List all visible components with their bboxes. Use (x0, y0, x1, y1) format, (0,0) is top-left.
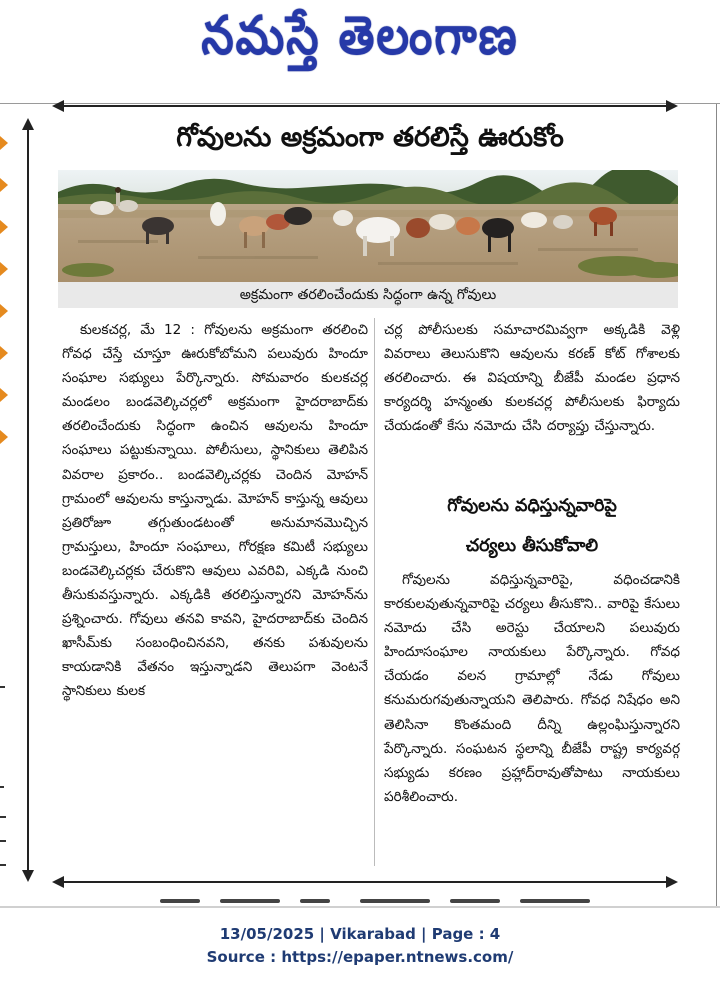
page-right-edge (716, 104, 717, 906)
article-extent-vertical-line (27, 128, 29, 872)
text-fragment (0, 816, 6, 818)
ornament-icon (0, 430, 8, 444)
article-body-right-column-top: చర్ల పోలీసులకు సమాచారమివ్వగా అక్కడికి వెళ్లి వివరాలు తెలుసుకొని ఆవులను కరణ్ కోట్ గోశాలకు తరలించారు. ఈ విషయాన్ని బీజేపీ మండల ప్రధాన కార్యదర్శి హన్మంతు కులకచర్ల పోలీసులకు ఫిర్యాదు చేయడంతో కేసు నమోదు చేసి దర్యాప్తు చేస్తున్నారు. (384, 322, 680, 435)
masthead-divider (0, 103, 720, 104)
source-link[interactable]: Source : https://epaper.ntnews.com/ (206, 948, 514, 966)
text-fragment (0, 786, 4, 788)
ornament-icon (0, 136, 8, 150)
subheadline-line-2: చర్యలు తీసుకోవాలి (465, 536, 599, 556)
ornament-icon (0, 220, 8, 234)
text-fragment (0, 840, 6, 842)
adjacent-article-fragment (0, 116, 12, 896)
text-fragment (0, 864, 6, 866)
arrow-right-icon (666, 100, 678, 112)
newspaper-logo: నమస్తే తెలంగాణ (201, 4, 519, 67)
ornament-icon (0, 346, 8, 360)
article-headline: గోవులను అక్రమంగా తరలిస్తే ఊరుకోం (176, 122, 564, 153)
footer-divider (0, 906, 720, 908)
ornament-icon (0, 178, 8, 192)
text-fragment (0, 686, 5, 688)
ornament-icon (0, 262, 8, 276)
article-extent-top-line (62, 105, 668, 107)
column-divider (374, 318, 375, 866)
ornament-icon (0, 304, 8, 318)
article-body-left-column: కులకచర్ల, మే 12 : గోవులను అక్రమంగా తరలించి గోవధ చేస్తే చూస్తూ ఊరుకోబోమని పలువురు హిందూ సంఘాల సభ్యులు పేర్కొన్నారు. సోమవారం కులకచర్ల మండలం బండవెల్కిచర్లలో అక్రమంగా హైదరాబాద్‌కు తరలించేందుకు సిద్ధంగా ఉంచిన ఆవులను హిందూ సంఘాలు పట్టుకున్నాయి. పోలీసులు, స్థానికులు తెలిపిన వివరాల ప్రకారం.. బండవెల్కిచర్లకు చెందిన మోహన్ గ్రామంలో ఆవులను కాస్తున్నాడు. మోహన్ కాస్తున్న ఆవులు ప్రతిరోజూ తగ్గుతుండటంతో అనుమానమొచ్చిన గ్రామస్తులు, హిందూ సంఘాలు, గోరక్షణ కమిటీ సభ్యులు బండవెల్కిచర్లకు చేరుకొని ఆవులు ఎవరివి, ఎక్కడి నుంచి తీసుకువస్తున్నారు. ఎక్కడికి తరలిస్తున్నారని మోహన్‌ను ప్రశ్నించారు. గోవులు తనవి కావని, హైదరాబాద్‌కు చెందిన ఖాసీమ్‌కు సంబంధించినవని, తనకు పశువులను కాయడానికి వేతనం ఇస్తున్నాడని తెలుపగా వెంటనే స్థానికులు కులక (62, 322, 368, 700)
article-extent-bottom-line (62, 881, 668, 883)
article-photo (58, 170, 678, 282)
ornament-icon (0, 388, 8, 402)
arrow-down-icon (22, 870, 34, 882)
edition-info: 13/05/2025 | Vikarabad | Page : 4 (219, 925, 501, 943)
next-article-fragment (150, 896, 610, 906)
article-body-right-column-bottom: గోవులను వధిస్తున్నవారిపై, వధించడానికి కారకులవుతున్నవారిపై చర్యలు తీసుకొని.. వారిపై కేసులు నమోదు చేసి అరెస్టు చేయాలని పలువురు హిందూసంఘాల నాయకులు పేర్కొన్నారు. గోవధ చేయడం వలన గ్రామాల్లో నేడు గోవులు కనుమరుగవుతున్నాయని తెలిపారు. గోవధ నిషేధం అని తెలిసినా కొంతమంది దీన్ని ఉల్లంఘిస్తున్నారని పేర్కొన్నారు. సంఘటన స్థలాన్ని బీజేపీ రాష్ట్ర కార్యవర్గ సభ్యుడు కరణం ప్రహ్లాద్‌రావుతోపాటు నాయకులు పరిశీలించారు. (384, 572, 680, 805)
arrow-right-icon (666, 876, 678, 888)
photo-caption: అక్రమంగా తరలించేందుకు సిద్ధంగా ఉన్న గోవులు (58, 282, 678, 308)
masthead (0, 0, 720, 84)
subheadline-line-1: గోవులను వధిస్తున్నవారిపై (447, 496, 617, 516)
